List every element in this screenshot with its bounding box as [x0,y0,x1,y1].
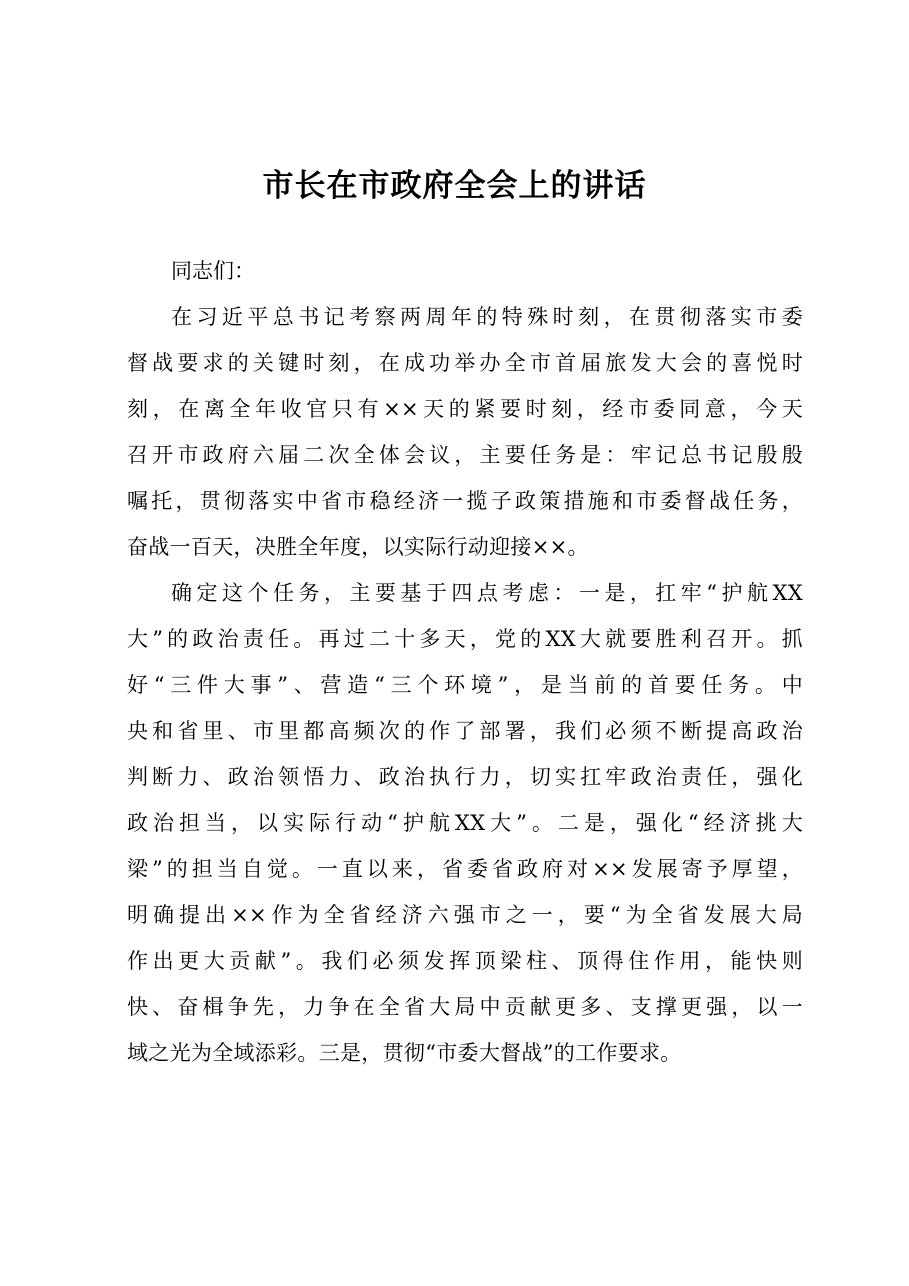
paragraph-1 [127,294,803,570]
paragraph-line: 刻，在离全年收官只有××天的紧要时刻，经市委同意，今天 [127,397,803,421]
paragraph-line: 央和省里、市里都高频次的作了部署，我们必须不断提高政治 [127,719,803,743]
paragraph-line: 域之光为全域添彩。三是，贯彻“市委大督战”的工作要求。 [127,1041,682,1065]
paragraph-line: 快、奋楫争先，力争在全省大局中贡献更多、支撑更强，以一 [127,995,803,1019]
paragraph-line: 作出更大贡献”。我们必须发挥顶梁柱、顶得住作用，能快则 [127,949,803,973]
paragraph-line: 召开市政府六届二次全体会议，主要任务是：牢记总书记殷殷 [127,443,803,467]
paragraph-line: 大”的政治责任。再过二十多天，党的XX大就要胜利召开。抓 [127,627,803,651]
document-title: 市长在市政府全会上的讲话 [262,168,647,204]
paragraph-line: 好“三件大事”、营造“三个环境”，是当前的首要任务。中 [127,673,803,697]
document-body [127,248,803,1076]
paragraph-line: 明确提出××作为全省经济六强市之一，要“为全省发展大局 [127,903,803,927]
paragraph-line: 确定这个任务，主要基于四点考虑：一是，扛牢“护航XX [171,581,803,605]
paragraph-line: 梁”的担当自觉。一直以来，省委省政府对××发展寄予厚望， [127,857,803,881]
paragraph-line: 判断力、政治领悟力、政治执行力，切实扛牢政治责任，强化 [127,765,803,789]
paragraph-line: 奋战一百天，决胜全年度，以实际行动迎接××。 [127,535,589,559]
salutation: 同志们： [171,259,255,283]
paragraph-line: 政治担当，以实际行动“护航XX大”。二是，强化“经济挑大 [127,811,803,835]
paragraph-line: 嘱托，贯彻落实中省市稳经济一揽子政策措施和市委督战任务， [127,489,803,513]
paragraph-line: 督战要求的关键时刻，在成功举办全市首届旅发大会的喜悦时 [127,351,803,375]
paragraph-line: 在习近平总书记考察两周年的特殊时刻，在贯彻落实市委 [171,305,803,329]
paragraph-2 [127,570,803,1076]
